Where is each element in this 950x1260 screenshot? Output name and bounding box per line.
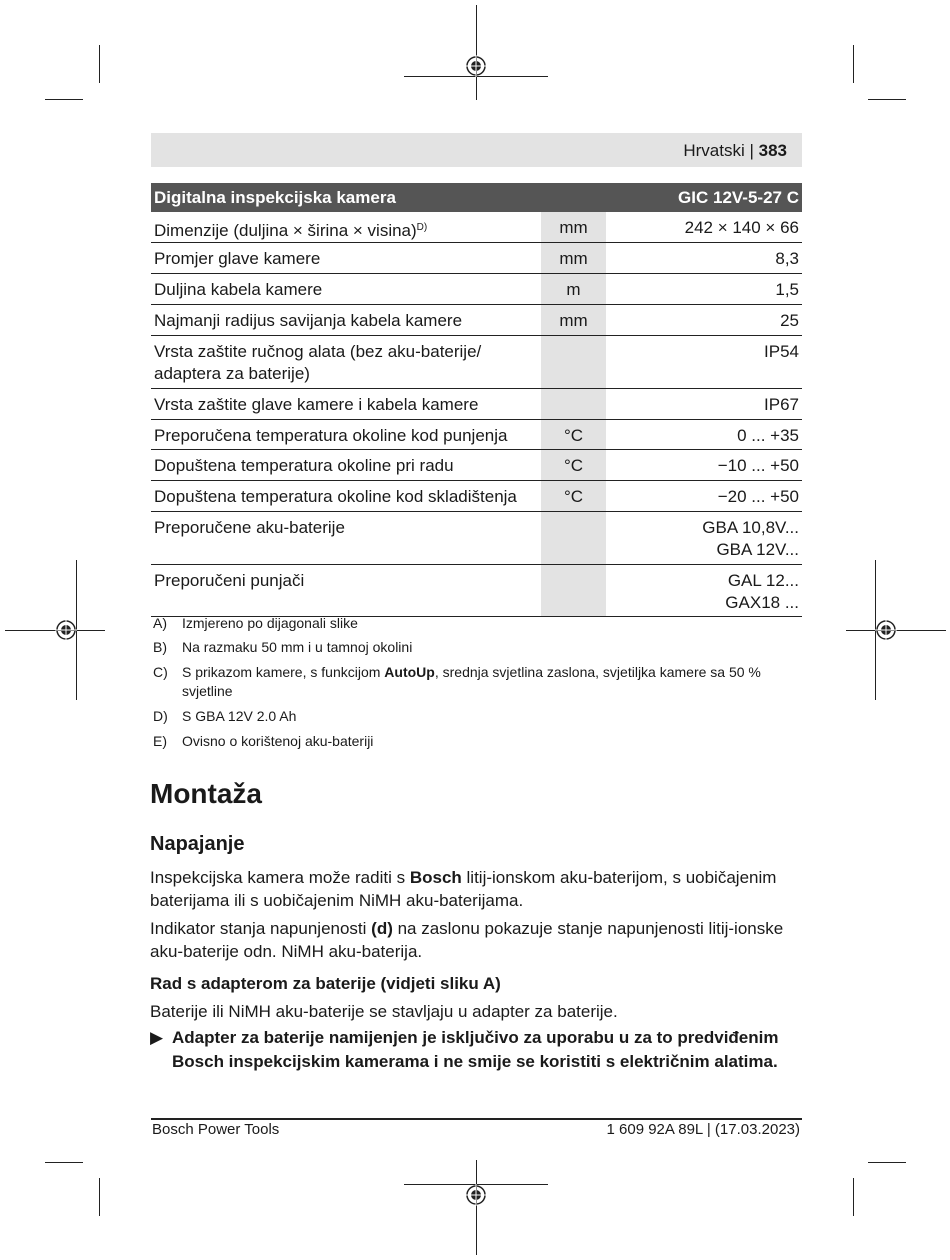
- table-row: [151, 336, 802, 389]
- paragraph: Indikator stanja napunjenosti (d) na zaslonu pokazuje stanje napunjenosti litij-ionske aku-baterije odn. NiMH aku-baterija.: [150, 919, 784, 961]
- row-value: 242 × 140 × 66: [684, 218, 799, 237]
- crop-mark: [99, 45, 100, 83]
- crop-mark: [853, 1178, 854, 1216]
- row-value: IP67: [764, 395, 799, 414]
- table-row: [151, 565, 802, 617]
- footnote-text: Izmjereno po dijagonali slike: [182, 615, 358, 631]
- row-unit: m: [566, 280, 581, 299]
- table-row: [151, 305, 802, 336]
- row-value: 25: [780, 311, 799, 330]
- registration-mark-icon: [875, 619, 897, 641]
- row-value: −10 ... +50: [717, 456, 799, 475]
- footnote-label: D): [153, 708, 168, 724]
- page-header: [683, 141, 787, 161]
- table-row: [151, 420, 802, 450]
- row-unit: °C: [563, 456, 584, 475]
- crop-mark: [45, 1162, 83, 1163]
- footer-left: Bosch Power Tools: [152, 1121, 280, 1138]
- table-row: [151, 389, 802, 420]
- row-value: IP54: [764, 342, 799, 361]
- row-label: Vrsta zaštite glave kamere i kabela kamere: [154, 395, 479, 414]
- table-row: [151, 481, 802, 512]
- table-header-product: Digitalna inspekcijska kamera: [154, 188, 396, 207]
- subsection-title: Napajanje: [150, 833, 245, 855]
- row-unit: [541, 336, 606, 341]
- row-unit: [541, 565, 606, 570]
- section-title: Montaža: [150, 778, 262, 809]
- registration-mark-icon: [465, 1184, 487, 1206]
- table-row: [151, 243, 802, 274]
- crop-mark: [99, 1178, 100, 1216]
- row-unit: mm: [559, 311, 588, 330]
- footnote-label: B): [153, 639, 167, 655]
- crop-mark: [853, 45, 854, 83]
- footnote-label: E): [153, 733, 167, 749]
- footer-right: 1 609 92A 89L | (17.03.2023): [606, 1121, 800, 1138]
- row-unit: [541, 512, 606, 517]
- table-header-model: GIC 12V-5-27 C: [678, 188, 799, 207]
- bullet-text: Adapter za baterije namijenjen je isključivo za uporabu u za to predviđenim Bosch inspekcijskim kamerama i ne smije se koristiti s električnim alatima.: [172, 1028, 779, 1071]
- row-unit: mm: [559, 249, 588, 268]
- row-label: Dopuštena temperatura okoline pri radu: [154, 456, 454, 475]
- row-label: Promjer glave kamere: [154, 249, 321, 268]
- row-unit: mm: [559, 218, 588, 237]
- row-value-2: GAX18 ...: [725, 593, 799, 612]
- row-value: 8,3: [775, 249, 799, 268]
- paragraph: Inspekcijska kamera može raditi s Bosch litij-ionskom aku-baterijom, s uobičajenim baterijama ili s uobičajenim NiMH aku-baterijama.: [150, 868, 777, 910]
- row-footnote-ref: D): [416, 222, 428, 233]
- table-row: [151, 450, 802, 481]
- footer-rule: [151, 1118, 802, 1120]
- crop-mark: [868, 1162, 906, 1163]
- registration-mark-icon: [55, 619, 77, 641]
- crop-mark: [45, 99, 83, 100]
- table-row: [151, 274, 802, 305]
- footnote-text: S prikazom kamere, s funkcijom AutoUp, srednja svjetlina zaslona, svjetiljka kamere sa 50 % svjetline: [182, 664, 761, 699]
- row-label: Dopuštena temperatura okoline kod skladištenja: [154, 487, 517, 506]
- paragraph: Baterije ili NiMH aku-baterije se stavljaju u adapter za baterije.: [150, 1002, 618, 1021]
- table-row: [151, 212, 802, 243]
- footnote-text: Ovisno o korištenoj aku-bateriji: [182, 733, 374, 749]
- row-label: Preporučeni punjači: [154, 571, 305, 590]
- row-value: GAL 12...: [727, 571, 799, 590]
- footnote-label: C): [153, 664, 168, 680]
- row-label: Preporučena temperatura okoline kod punjenja: [154, 426, 508, 445]
- row-value-2: GBA 12V...: [716, 540, 799, 559]
- crop-mark: [476, 1160, 477, 1255]
- row-unit: °C: [563, 487, 584, 506]
- row-value: GBA 10,8V...: [702, 518, 799, 537]
- page-number: 383: [758, 141, 787, 160]
- row-label: Duljina kabela kamere: [154, 280, 323, 299]
- footnote-text: Na razmaku 50 mm i u tamnoj okolini: [182, 639, 413, 655]
- row-label: Najmanji radijus savijanja kabela kamere: [154, 311, 463, 330]
- row-value: −20 ... +50: [717, 487, 799, 506]
- arrow-icon: ▶: [150, 1028, 164, 1047]
- row-label: Dimenzije (duljina × širina × visina): [154, 221, 417, 240]
- header-language: Hrvatski |: [683, 141, 754, 160]
- spec-table: [151, 183, 802, 617]
- footnote-text: S GBA 12V 2.0 Ah: [182, 708, 297, 724]
- crop-mark: [868, 99, 906, 100]
- sub-heading: Rad s adapterom za baterije (vidjeti sliku A): [150, 974, 501, 993]
- row-value: 1,5: [775, 280, 799, 299]
- row-value: 0 ... +35: [737, 426, 799, 445]
- row-unit: [541, 389, 606, 394]
- row-unit: °C: [563, 426, 584, 445]
- registration-mark-icon: [465, 55, 487, 77]
- footnote-label: A): [153, 615, 167, 631]
- row-label: Preporučene aku-baterije: [154, 518, 345, 537]
- crop-mark: [476, 5, 477, 100]
- row-label: Vrsta zaštite ručnog alata (bez aku-baterije/ adaptera za baterije): [154, 342, 482, 383]
- table-header: [151, 183, 802, 212]
- table-row: [151, 512, 802, 565]
